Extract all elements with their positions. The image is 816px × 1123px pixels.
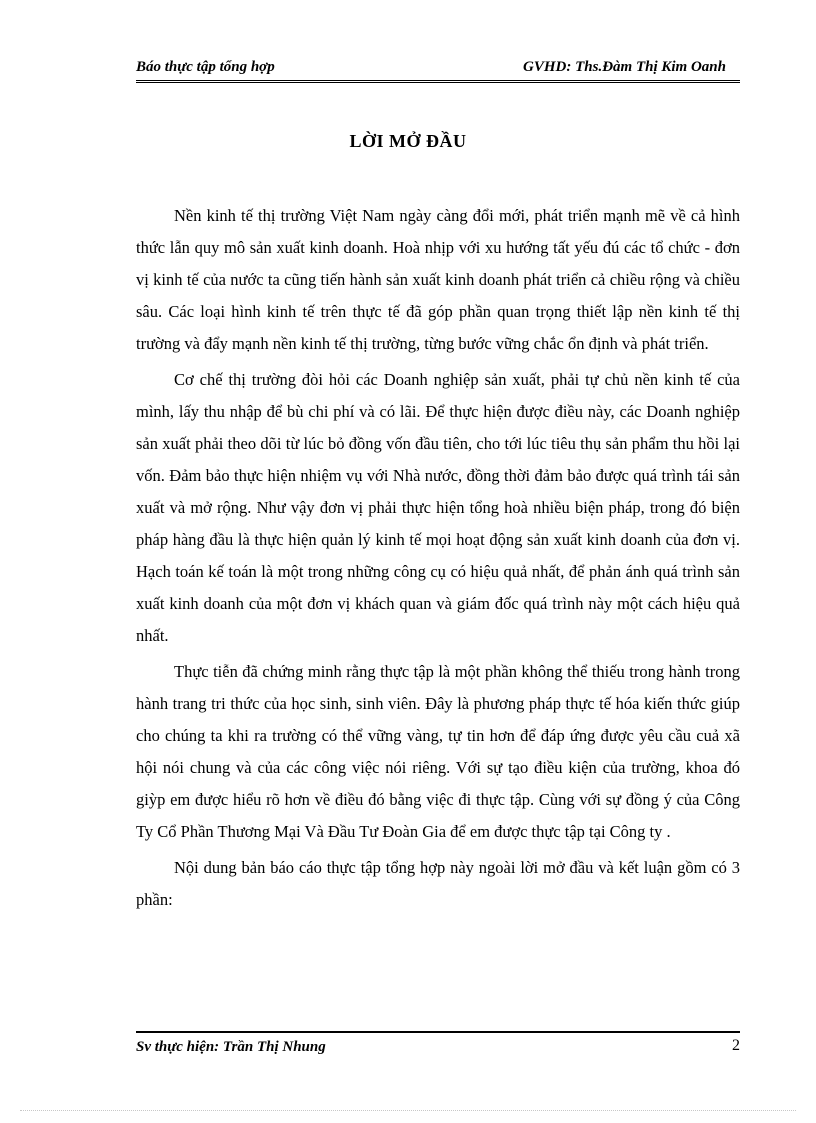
page-bottom-divider bbox=[20, 1110, 796, 1111]
page-footer bbox=[136, 1031, 740, 1061]
page-number: 2 bbox=[732, 1037, 740, 1054]
paragraph-1: Nền kinh tế thị trường Việt Nam ngày càng đổi mới, phát triển mạnh mẽ về cả hình thức lẫn quy mô sản xuất kinh doanh. Hoà nhịp với xu hướng tất yếu đú các tổ chức - đơn vị kinh tế của nước ta cũng tiến hành sản xuất kinh doanh phát triển cả chiều rộng và chiều sâu. Các loại hình kinh tế trên thực tế đã góp phần quan trọng thiết lập nền kinh tế thị trường và đẩy mạnh nền kinh tế thị trường, từng bước vững chắc ổn định và phát triển. bbox=[136, 206, 740, 353]
document-body bbox=[136, 200, 740, 920]
report-type-label: Báo thực tập tổng hợp bbox=[136, 59, 275, 75]
paragraph-4: Nội dung bản báo cáo thực tập tổng hợp này ngoài lời mở đầu và kết luận gồm có 3 phần: bbox=[136, 858, 740, 909]
student-name-label: Sv thực hiện: Trần Thị Nhung bbox=[136, 1039, 326, 1055]
page-header bbox=[136, 56, 740, 83]
supervisor-label: GVHD: Ths.Đàm Thị Kim Oanh bbox=[523, 59, 726, 75]
paragraph-2: Cơ chế thị trường đòi hỏi các Doanh nghiệp sản xuất, phải tự chủ nền kinh tế của mình, lấy thu nhập để bù chi phí và có lãi. Để thực hiện được điều này, các Doanh nghiệp sản xuất phải theo dõi từ lúc bỏ đồng vốn đầu tiên, cho tới lúc tiêu thụ sản phẩm thu hồi lại vốn. Đảm bảo thực hiện nhiệm vụ với Nhà nước, đồng thời đảm bảo được quá trình tái sản xuất và mở rộng. Như vậy đơn vị phải thực hiện tổng hoà nhiều biện pháp, trong đó biện pháp hàng đầu là thực hiện quản lý kinh tế mọi hoạt động sản xuất kinh doanh của đơn vị. Hạch toán kế toán là một trong những công cụ có hiệu quả nhất, để phản ánh quá trình sản xuất kinh doanh của một đơn vị khách quan và giám đốc quá trình này một cách hiệu quả nhất. bbox=[136, 370, 740, 645]
page-title: LỜI MỞ ĐẦU bbox=[349, 131, 467, 151]
paragraph-3: Thực tiễn đã chứng minh rằng thực tập là một phần không thể thiếu trong hành trong hành trang tri thức của học sinh, sinh viên. Đây là phương pháp thực tế hóa kiến thức giúp cho chúng ta khi ra trường có thể vững vàng, tự tin hơn để đáp ứng được yêu cầu cuả xã hội nói chung và của các công việc nói riêng. Với sự tạo điều kiện của trường, khoa đó giỳp em được hiểu rõ hơn về điều đó bằng việc đi thực tập. Cùng với sự đồng ý của Công Ty Cổ Phần Thương Mại Và Đầu Tư Đoàn Gia để em được thực tập tại Công ty . bbox=[136, 662, 740, 841]
